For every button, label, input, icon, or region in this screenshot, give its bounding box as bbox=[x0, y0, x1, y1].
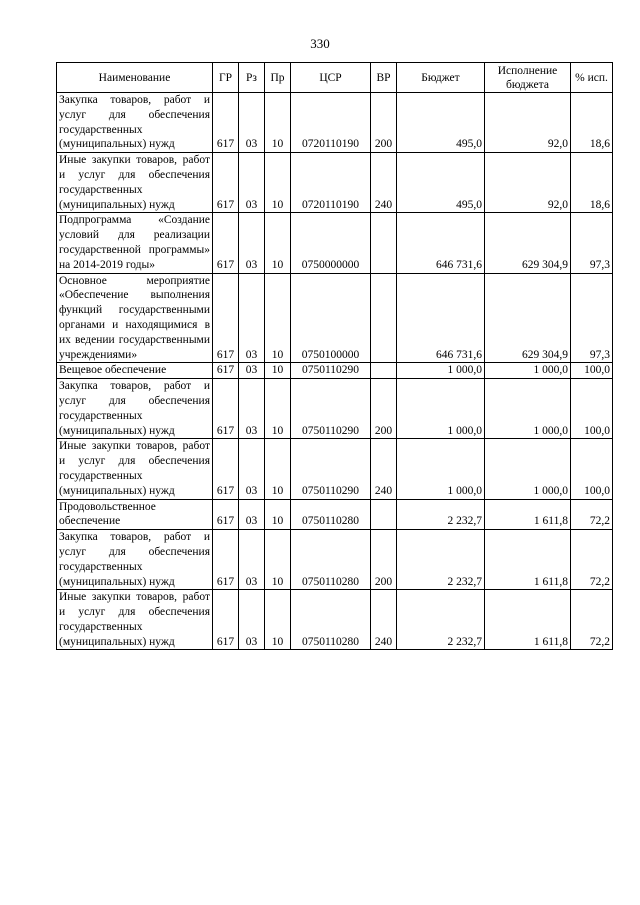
budget-execution-table bbox=[56, 62, 613, 650]
header-percent: % исп. bbox=[571, 63, 613, 93]
cell-budget: 646 731,6 bbox=[397, 273, 485, 363]
cell-budget: 2 232,7 bbox=[397, 590, 485, 650]
cell-execution: 1 611,8 bbox=[485, 530, 571, 590]
cell-gr: 617 bbox=[213, 379, 239, 439]
table-header-row bbox=[57, 63, 613, 93]
cell-csr: 0750110280 bbox=[291, 530, 371, 590]
cell-name: Вещевое обеспечение bbox=[57, 363, 213, 379]
cell-percent: 100,0 bbox=[571, 363, 613, 379]
cell-rz: 03 bbox=[239, 439, 265, 499]
cell-percent: 18,6 bbox=[571, 93, 613, 153]
cell-percent: 72,2 bbox=[571, 590, 613, 650]
cell-gr: 617 bbox=[213, 499, 239, 530]
cell-percent: 97,3 bbox=[571, 213, 613, 273]
cell-execution: 1 000,0 bbox=[485, 439, 571, 499]
cell-csr: 0750110290 bbox=[291, 363, 371, 379]
cell-percent: 100,0 bbox=[571, 439, 613, 499]
cell-execution: 92,0 bbox=[485, 93, 571, 153]
cell-csr: 0750000000 bbox=[291, 213, 371, 273]
cell-budget: 2 232,7 bbox=[397, 499, 485, 530]
cell-budget: 646 731,6 bbox=[397, 213, 485, 273]
table-row bbox=[57, 590, 613, 650]
cell-gr: 617 bbox=[213, 93, 239, 153]
cell-name: Иные закупки товаров, работ и услуг для обеспечения государственных (муниципальных) нужд bbox=[57, 439, 213, 499]
cell-budget: 1 000,0 bbox=[397, 379, 485, 439]
cell-pr: 10 bbox=[265, 153, 291, 213]
cell-percent: 72,2 bbox=[571, 499, 613, 530]
cell-csr: 0720110190 bbox=[291, 93, 371, 153]
cell-gr: 617 bbox=[213, 273, 239, 363]
cell-execution: 92,0 bbox=[485, 153, 571, 213]
header-budget: Бюджет bbox=[397, 63, 485, 93]
cell-budget: 2 232,7 bbox=[397, 530, 485, 590]
cell-name: Продовольственное обеспечение bbox=[57, 499, 213, 530]
table-row bbox=[57, 499, 613, 530]
cell-rz: 03 bbox=[239, 590, 265, 650]
cell-name: Иные закупки товаров, работ и услуг для обеспечения государственных (муниципальных) нужд bbox=[57, 590, 213, 650]
cell-gr: 617 bbox=[213, 439, 239, 499]
page-number: 330 bbox=[310, 36, 330, 51]
cell-name: Иные закупки товаров, работ и услуг для обеспечения государственных (муниципальных) нужд bbox=[57, 153, 213, 213]
cell-vr bbox=[371, 363, 397, 379]
cell-rz: 03 bbox=[239, 93, 265, 153]
cell-vr: 200 bbox=[371, 530, 397, 590]
header-vr: ВР bbox=[371, 63, 397, 93]
cell-name: Закупка товаров, работ и услуг для обеспечения государственных (муниципальных) нужд bbox=[57, 93, 213, 153]
cell-rz: 03 bbox=[239, 379, 265, 439]
cell-budget: 1 000,0 bbox=[397, 363, 485, 379]
cell-budget: 1 000,0 bbox=[397, 439, 485, 499]
cell-execution: 1 000,0 bbox=[485, 363, 571, 379]
cell-csr: 0750100000 bbox=[291, 273, 371, 363]
cell-pr: 10 bbox=[265, 213, 291, 273]
cell-rz: 03 bbox=[239, 213, 265, 273]
cell-pr: 10 bbox=[265, 363, 291, 379]
header-execution: Исполнение бюджета bbox=[485, 63, 571, 93]
cell-rz: 03 bbox=[239, 363, 265, 379]
cell-vr: 200 bbox=[371, 379, 397, 439]
table-row bbox=[57, 363, 613, 379]
cell-csr: 0750110290 bbox=[291, 439, 371, 499]
cell-rz: 03 bbox=[239, 530, 265, 590]
cell-vr: 240 bbox=[371, 439, 397, 499]
cell-name: Закупка товаров, работ и услуг для обеспечения государственных (муниципальных) нужд bbox=[57, 530, 213, 590]
cell-name: Подпрограмма «Создание условий для реализации государственной программы» на 2014-2019 годы» bbox=[57, 213, 213, 273]
cell-gr: 617 bbox=[213, 213, 239, 273]
cell-vr: 240 bbox=[371, 590, 397, 650]
cell-pr: 10 bbox=[265, 530, 291, 590]
cell-percent: 18,6 bbox=[571, 153, 613, 213]
cell-pr: 10 bbox=[265, 499, 291, 530]
cell-budget: 495,0 bbox=[397, 153, 485, 213]
cell-execution: 629 304,9 bbox=[485, 213, 571, 273]
cell-rz: 03 bbox=[239, 153, 265, 213]
cell-vr: 240 bbox=[371, 153, 397, 213]
header-gr: ГР bbox=[213, 63, 239, 93]
table-row bbox=[57, 379, 613, 439]
cell-budget: 495,0 bbox=[397, 93, 485, 153]
cell-pr: 10 bbox=[265, 273, 291, 363]
cell-gr: 617 bbox=[213, 590, 239, 650]
table-row bbox=[57, 93, 613, 153]
header-name: Наименование bbox=[57, 63, 213, 93]
cell-percent: 97,3 bbox=[571, 273, 613, 363]
cell-pr: 10 bbox=[265, 379, 291, 439]
table-row bbox=[57, 153, 613, 213]
cell-execution: 629 304,9 bbox=[485, 273, 571, 363]
table-row bbox=[57, 213, 613, 273]
cell-vr bbox=[371, 273, 397, 363]
cell-vr bbox=[371, 499, 397, 530]
cell-csr: 0750110290 bbox=[291, 379, 371, 439]
cell-csr: 0720110190 bbox=[291, 153, 371, 213]
cell-rz: 03 bbox=[239, 499, 265, 530]
cell-vr bbox=[371, 213, 397, 273]
cell-gr: 617 bbox=[213, 530, 239, 590]
header-rz: Рз bbox=[239, 63, 265, 93]
cell-rz: 03 bbox=[239, 273, 265, 363]
cell-pr: 10 bbox=[265, 93, 291, 153]
header-pr: Пр bbox=[265, 63, 291, 93]
cell-percent: 100,0 bbox=[571, 379, 613, 439]
cell-csr: 0750110280 bbox=[291, 590, 371, 650]
cell-pr: 10 bbox=[265, 590, 291, 650]
cell-gr: 617 bbox=[213, 153, 239, 213]
cell-name: Закупка товаров, работ и услуг для обеспечения государственных (муниципальных) нужд bbox=[57, 379, 213, 439]
cell-execution: 1 611,8 bbox=[485, 499, 571, 530]
cell-name: Основное мероприятие «Обеспечение выполнения функций государственными органами и находящимися в их ведении государственными учреждениями» bbox=[57, 273, 213, 363]
cell-vr: 200 bbox=[371, 93, 397, 153]
cell-gr: 617 bbox=[213, 363, 239, 379]
cell-execution: 1 611,8 bbox=[485, 590, 571, 650]
cell-execution: 1 000,0 bbox=[485, 379, 571, 439]
cell-csr: 0750110280 bbox=[291, 499, 371, 530]
cell-percent: 72,2 bbox=[571, 530, 613, 590]
table-row bbox=[57, 273, 613, 363]
cell-pr: 10 bbox=[265, 439, 291, 499]
table-row bbox=[57, 530, 613, 590]
header-csr: ЦСР bbox=[291, 63, 371, 93]
table-row bbox=[57, 439, 613, 499]
